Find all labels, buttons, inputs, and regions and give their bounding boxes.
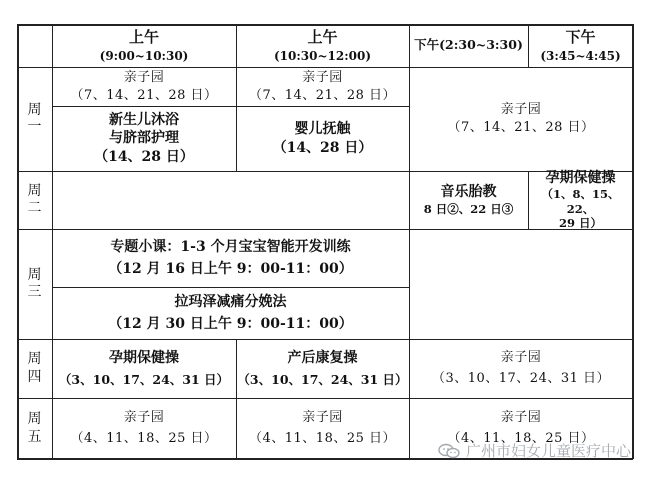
mon-pm-dates: （7、14、21、28 日） [447,120,595,135]
fri-am2-title: 亲子园 [302,410,343,426]
thu-exercise-title: 孕期保健操 [109,349,179,366]
fri-pm-title: 亲子园 [500,410,542,426]
header-pm1 [409,24,528,67]
thu-pregnancy-exercise [52,339,236,398]
wed-lamaze-time: （12 月 30 日上午 9：00-11：00） [108,316,353,332]
day-wednesday-1: 周 [27,266,42,283]
wed-lamaze-title: 拉玛泽减痛分娩法 [174,293,287,310]
fri-am2-parent-child [236,398,409,459]
thu-exercise-dates: （3、10、17、24、31 日） [58,371,230,387]
header-am1 [52,24,236,67]
day-wednesday-2: 三 [27,284,42,300]
mon-massage-title: 婴儿抚触 [294,120,351,137]
header-pm1-label: 下午(2:30~3:30) [414,37,523,53]
header-am1-time: (9:00~10:30) [99,48,189,63]
tue-music-dates: 8 日②、22 日③ [423,201,514,216]
tue-exercise-dates1: （1、8、15、22、 [541,187,620,216]
day-tuesday-2: 二 [27,200,42,216]
day-friday-2: 五 [27,428,42,445]
watermark-text: 广州市妇女儿童医疗中心 [465,442,631,460]
tue-pregnancy-exercise [528,171,633,229]
day-monday-1: 周 [27,101,42,118]
day-monday-2: 一 [27,119,42,135]
schedule-table [17,24,633,459]
mon-newborn-line2: 与脐部护理 [109,130,179,147]
mon-newborn-bath [52,106,236,171]
fri-am1-dates: （4、11、18、25 日） [70,430,218,446]
mon-baby-massage [236,106,409,171]
mon-am2-title: 亲子园 [302,69,343,85]
wed-special-title: 专题小课：1-3 个月宝宝智能开发训练 [110,238,351,255]
mon-pm-parent-child [409,67,633,171]
wed-lamaze [52,287,409,339]
day-tuesday-1: 周 [27,182,42,199]
header-pm2-label: 下午 [565,28,596,47]
thu-postpartum-exercise [236,339,409,398]
day-friday [17,398,52,459]
wed-special-time: （12 月 16 日上午 9：00-11：00） [108,261,353,277]
mon-massage-dates: （14、28 日） [272,139,373,156]
fri-am1-title: 亲子园 [123,410,165,426]
fri-am1-parent-child [52,398,236,459]
tue-exercise-dates2: 29 日） [558,215,602,230]
day-friday-1: 周 [27,411,42,427]
thu-pm-parent-child [409,339,633,398]
mon-newborn-line1: 新生儿沐浴 [109,112,179,129]
thu-pm-dates: （3、10、17、24、31 日） [431,370,611,386]
fri-am2-dates: （4、11、18、25 日） [248,430,397,446]
wed-special-class [52,229,409,287]
day-thursday-1: 周 [27,351,42,367]
thu-pm-title: 亲子园 [500,350,542,366]
mon-newborn-dates: （14、28 日） [94,148,194,165]
header-am2 [236,24,409,67]
tue-exercise-title: 孕期保健操 [545,169,616,186]
header-am2-time: (10:30~12:00) [273,48,372,63]
day-wednesday [17,229,52,339]
mon-am2-dates: （7、14、21、28 日） [248,87,397,103]
thu-postpartum-dates: （3、10、17、24、31 日） [237,371,408,387]
day-monday [17,67,52,171]
tue-music-prenatal [409,171,528,229]
mon-pm-title: 亲子园 [500,102,542,118]
thu-postpartum-title: 产后康复操 [287,349,358,366]
header-am2-label: 上午 [307,28,338,47]
mon-am1-parent-child [52,67,236,106]
wechat-icon [438,443,460,459]
header-pm2 [528,24,633,67]
watermark [438,440,631,461]
day-thursday [17,339,52,398]
fri-pm-dates: （4、11、18、25 日） [447,430,595,446]
day-thursday-2: 四 [27,368,42,385]
mon-am1-title: 亲子园 [123,69,165,85]
tue-music-title: 音乐胎教 [440,183,497,200]
mon-am2-parent-child [236,67,409,106]
day-tuesday [17,171,52,229]
header-am1-label: 上午 [128,28,159,47]
mon-am1-dates: （7、14、21、28 日） [70,87,218,103]
header-pm2-time: (3:45~4:45) [540,48,621,63]
